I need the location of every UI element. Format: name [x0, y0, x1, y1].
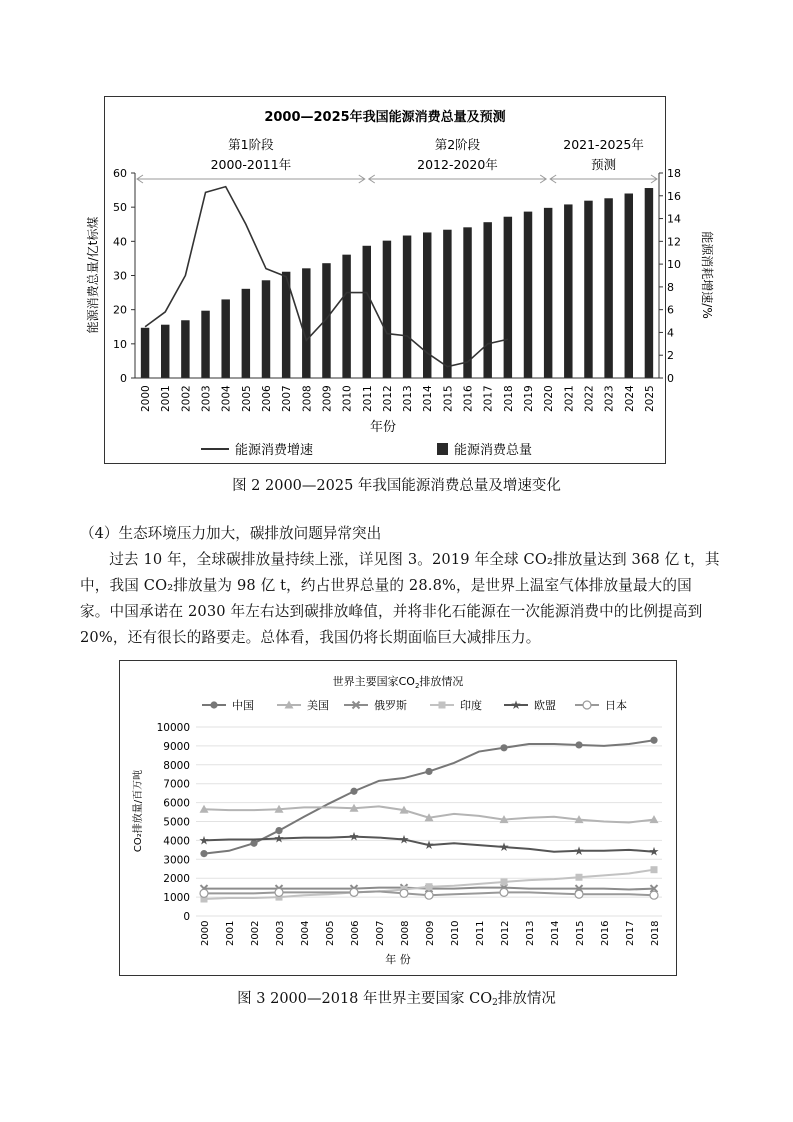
legend-label: 中国	[232, 699, 254, 712]
legend-item-中国	[202, 698, 254, 712]
year-tick-2001: 2001	[160, 385, 173, 412]
caption3-main: 图 3 2000—2018 年世界主要国家 CO	[237, 991, 493, 1007]
bar-2024	[625, 194, 633, 379]
year-tick-2013: 2013	[402, 385, 415, 412]
left-tick-label: 40	[113, 235, 127, 249]
y-tick-label: 0	[183, 911, 190, 923]
y-tick-label: 5000	[163, 816, 190, 829]
co2-emissions-chart	[120, 661, 676, 975]
data-point	[399, 832, 410, 846]
data-point	[199, 833, 210, 847]
data-point	[274, 832, 285, 846]
data-point	[424, 838, 435, 852]
legend-marker	[511, 698, 522, 712]
year-tick-2020: 2020	[543, 385, 556, 412]
right-tick-label: 0	[667, 372, 674, 385]
data-point	[650, 891, 658, 899]
legend-label: 欧盟	[534, 699, 556, 712]
chart2-title	[333, 674, 464, 690]
bar-2020	[544, 208, 552, 378]
data-point	[200, 850, 207, 857]
year-tick-2009: 2009	[425, 920, 436, 946]
legend-item-印度	[430, 698, 482, 712]
left-tick-label: 0	[120, 372, 127, 385]
data-point	[425, 891, 433, 899]
year-tick-2016: 2016	[600, 920, 611, 946]
right-tick-label: 10	[667, 258, 681, 272]
y-tick-label: 9000	[163, 740, 190, 753]
bar-2004	[221, 299, 229, 378]
data-point	[250, 840, 257, 847]
data-point	[500, 888, 508, 896]
right-tick-label: 6	[667, 303, 674, 317]
chart2-legend	[202, 698, 627, 712]
svg-text:★: ★	[348, 829, 360, 844]
bar-2022	[584, 201, 592, 378]
bar-2014	[423, 232, 431, 378]
bar-2000	[141, 328, 149, 378]
x-axis-label: 年份	[369, 420, 397, 435]
year-tick-2001: 2001	[225, 920, 236, 946]
year-tick-2012: 2012	[500, 920, 511, 946]
legend-label: 印度	[460, 699, 482, 712]
right-tick-label: 2	[667, 349, 674, 363]
bar-2025	[645, 188, 653, 378]
legend-label: 美国	[307, 699, 329, 712]
bar-2003	[201, 311, 209, 378]
year-tick-2002: 2002	[250, 920, 261, 946]
year-tick-2005: 2005	[325, 920, 336, 946]
data-point	[500, 744, 507, 751]
data-point	[650, 737, 657, 744]
year-tick-2008: 2008	[400, 920, 411, 946]
y-tick-label: 7000	[163, 778, 190, 791]
year-tick-2022: 2022	[583, 385, 596, 412]
svg-text:★: ★	[573, 843, 585, 858]
phase-years: 2012-2020年	[417, 157, 498, 172]
year-tick-2005: 2005	[240, 385, 253, 412]
year-tick-2015: 2015	[575, 920, 586, 946]
data-point	[649, 845, 660, 859]
data-point	[575, 890, 583, 898]
figure3-caption	[0, 987, 793, 1008]
year-tick-2007: 2007	[375, 920, 386, 946]
svg-text:★: ★	[198, 833, 210, 848]
year-tick-2003: 2003	[200, 385, 213, 412]
data-point	[275, 888, 283, 896]
energy-consumption-chart	[86, 97, 714, 463]
svg-text:★: ★	[510, 698, 522, 712]
phase-name: 2021-2025年	[563, 137, 644, 152]
phase-annotations	[137, 137, 657, 183]
year-tick-2021: 2021	[563, 385, 576, 412]
right-tick-label: 4	[667, 326, 674, 340]
y-axis-label: CO₂排放量/百万吨	[133, 769, 144, 853]
year-tick-2010: 2010	[450, 920, 461, 946]
y-tick-label: 3000	[163, 854, 190, 867]
bar-2001	[161, 325, 169, 378]
bar-2013	[403, 236, 411, 378]
chart2-title-main: 世界主要国家CO	[332, 675, 415, 688]
bar-2010	[342, 255, 350, 378]
year-tick-2016: 2016	[462, 385, 475, 412]
legend-item-俄罗斯	[344, 698, 407, 712]
bar-2015	[443, 230, 451, 378]
year-tick-2014: 2014	[550, 920, 561, 946]
left-tick-label: 10	[113, 337, 127, 351]
right-tick-label: 14	[667, 212, 681, 226]
year-tick-2008: 2008	[301, 385, 314, 412]
legend-marker	[210, 701, 217, 708]
year-tick-2002: 2002	[180, 385, 193, 412]
bar-2016	[463, 227, 471, 378]
left-tick-label: 50	[113, 201, 127, 215]
data-point	[576, 874, 583, 881]
legend-item-欧盟	[504, 698, 556, 712]
legend-item-日本	[575, 698, 627, 712]
year-tick-2004: 2004	[220, 385, 233, 412]
year-tick-2023: 2023	[603, 385, 616, 412]
year-tick-2012: 2012	[381, 385, 394, 412]
left-tick-label: 60	[113, 167, 127, 180]
data-point	[350, 788, 357, 795]
y-tick-label: 10000	[156, 722, 190, 734]
section-heading: （4）生态环境压力加大，碳排放问题异常突出	[80, 525, 382, 542]
chart1-legend	[201, 442, 532, 458]
legend-label: 日本	[605, 699, 627, 712]
left-axis-ticks	[113, 167, 135, 385]
year-tick-2006: 2006	[350, 920, 361, 946]
phase-name: 第1阶段	[228, 137, 274, 152]
bar-2002	[181, 320, 189, 378]
right-tick-label: 18	[667, 167, 681, 180]
data-point	[425, 768, 432, 775]
bar-2023	[604, 198, 612, 378]
right-tick-label: 8	[667, 280, 674, 294]
data-point	[501, 878, 508, 885]
phase-years: 预测	[591, 157, 617, 172]
year-tick-labels	[140, 385, 656, 412]
svg-text:★: ★	[648, 844, 660, 859]
year-tick-2019: 2019	[523, 385, 535, 412]
year-tick-2006: 2006	[261, 385, 273, 412]
year-tick-2018: 2018	[650, 920, 661, 946]
bar-2017	[483, 222, 491, 378]
left-tick-label: 20	[113, 303, 127, 317]
bar-2012	[383, 241, 391, 378]
svg-text:★: ★	[273, 831, 285, 846]
bar-2005	[242, 289, 250, 378]
legend-bar-label: 能源消费总量	[454, 443, 533, 458]
legend-marker	[439, 702, 446, 709]
right-axis-ticks	[659, 167, 681, 385]
year-tick-2010: 2010	[341, 385, 354, 412]
right-axis-label: 能源消耗增速/%	[700, 231, 714, 319]
year-tick-2018: 2018	[502, 385, 515, 412]
svg-text:★: ★	[423, 838, 435, 853]
right-tick-label: 12	[667, 235, 681, 249]
year-tick-2017: 2017	[482, 385, 495, 412]
y-tick-label: 4000	[163, 835, 190, 848]
year-tick-2004: 2004	[300, 920, 311, 946]
caption3-tail: 排放情况	[497, 991, 556, 1007]
series-欧盟	[199, 830, 660, 859]
bar-2006	[262, 280, 270, 378]
x-axis-label: 年 份	[385, 953, 411, 966]
data-point	[350, 888, 358, 896]
caption3-sub: 2	[492, 998, 498, 1008]
chart2-title-tail: 排放情况	[419, 675, 464, 688]
legend-bar-swatch	[437, 443, 448, 455]
year-tick-2013: 2013	[525, 920, 536, 946]
legend-marker	[583, 701, 591, 709]
bar-2011	[363, 246, 371, 378]
figure-energy-consumption	[86, 96, 714, 464]
year-tick-2003: 2003	[275, 920, 286, 946]
data-point	[400, 889, 408, 897]
bar-2021	[564, 204, 572, 378]
year-tick-2017: 2017	[625, 920, 636, 946]
series-美国	[200, 804, 659, 823]
year-tick-2015: 2015	[442, 385, 455, 412]
year-tick-2000: 2000	[200, 920, 211, 946]
phase-name: 第2阶段	[434, 137, 481, 152]
year-tick-2007: 2007	[281, 385, 294, 412]
svg-text:★: ★	[498, 840, 510, 855]
consumption-bars	[141, 188, 653, 378]
bar-2018	[504, 217, 512, 378]
series-line	[204, 740, 654, 853]
chart2-title-sub: 2	[414, 682, 420, 690]
year-tick-2000: 2000	[140, 385, 153, 412]
svg-text:★: ★	[398, 832, 410, 847]
data-point	[574, 844, 585, 858]
y-tick-label: 6000	[163, 797, 190, 810]
year-tick-2011: 2011	[361, 385, 374, 412]
year-tick-2014: 2014	[422, 385, 435, 412]
data-point	[426, 883, 433, 890]
legend-item-美国	[277, 699, 329, 712]
legend-line-label: 能源消费增速	[235, 443, 314, 458]
figure2-caption: 图 2 2000—2025 年我国能源消费总量及增速变化	[232, 478, 561, 494]
chart1-title: 2000—2025年我国能源消费总量及预测	[264, 110, 506, 125]
legend-label: 俄罗斯	[374, 699, 407, 712]
year-tick-labels	[200, 921, 661, 946]
y-tick-label: 1000	[163, 892, 190, 905]
data-point	[349, 830, 360, 844]
emission-series	[199, 737, 660, 903]
year-tick-2025: 2025	[643, 385, 656, 412]
data-point	[575, 741, 582, 748]
data-point	[200, 889, 208, 897]
figure-co2-emissions	[119, 660, 677, 976]
year-tick-2009: 2009	[321, 385, 334, 412]
year-tick-2024: 2024	[623, 385, 636, 412]
right-tick-label: 16	[667, 189, 681, 203]
left-tick-label: 30	[113, 269, 127, 283]
year-tick-2011: 2011	[475, 920, 486, 946]
bar-2009	[322, 263, 330, 378]
y-tick-label: 8000	[163, 759, 190, 772]
left-axis-label: 能源消费总量/亿t标煤	[86, 216, 100, 334]
y-axis-ticks	[157, 722, 190, 923]
bar-2019	[524, 212, 532, 378]
data-point	[499, 840, 510, 854]
bar-2008	[302, 268, 310, 378]
phase-years: 2000-2011年	[210, 157, 292, 172]
y-tick-label: 2000	[163, 873, 190, 886]
body-paragraph: 过去 10 年，全球碳排放量持续上涨，详见图 3。2019 年全球 CO₂排放量达到 368 亿 t，其中，我国 CO₂排放量为 98 亿 t，约占世界总量的 28.8%，是世界上温室气体排放量最大的国家。中国承诺在 2030 年左右达到碳排放峰值，并将非化石能源在一次能源消费中的比例提高到 20%，还有很长的路要走。总体看，我国仍将长期面临巨大减排压力。	[80, 551, 720, 646]
data-point	[651, 866, 658, 873]
